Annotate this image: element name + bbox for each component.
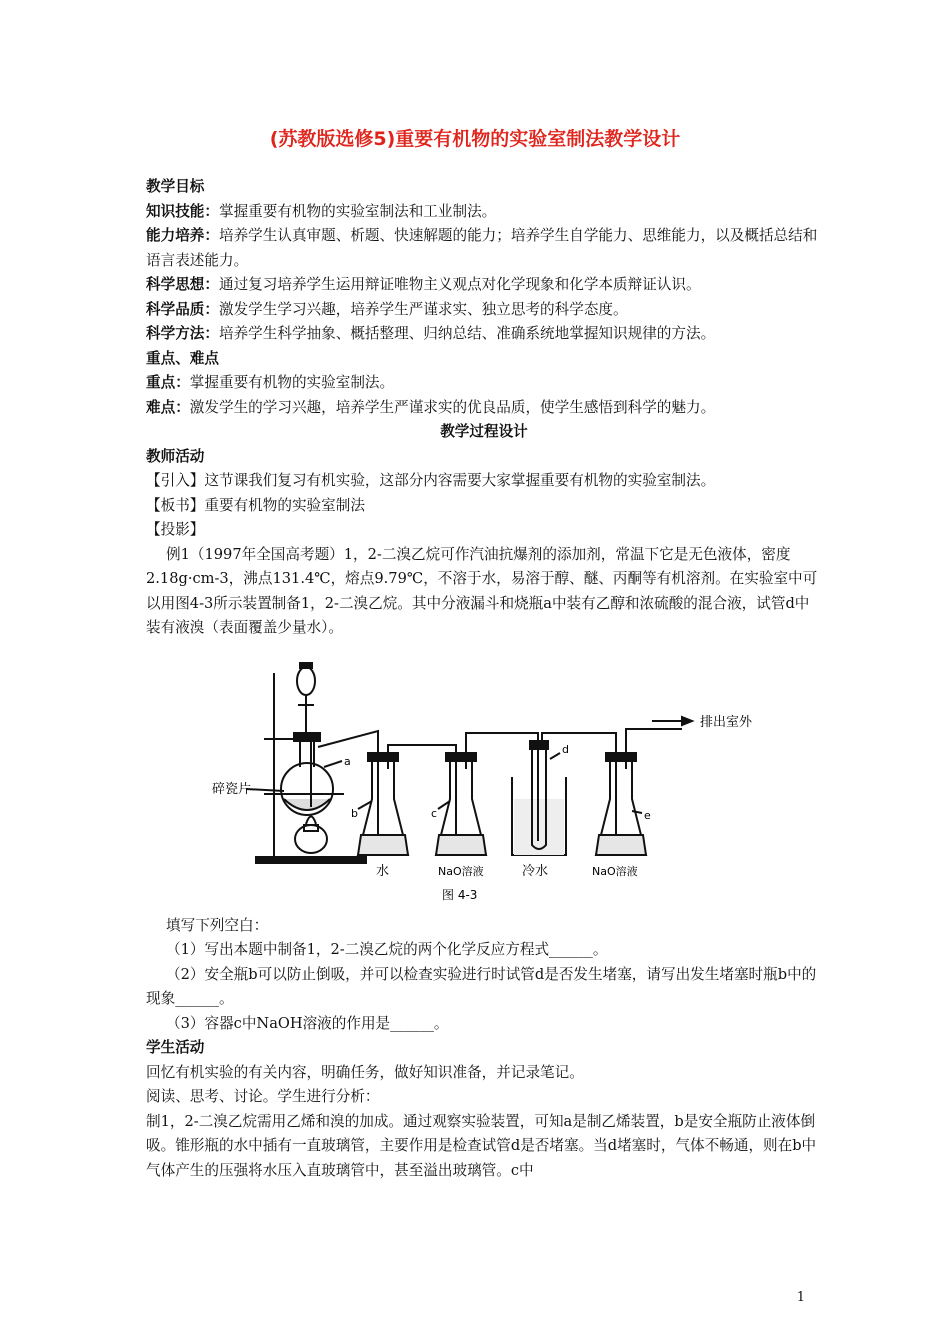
key-heading: 重点、难点 <box>146 349 219 367</box>
goal-knowledge: 知识技能：掌握重要有机物的实验室制法和工业制法。 <box>146 202 497 220</box>
goal-ability: 能力培养：培养学生认真审题、析题、快速解题的能力；培养学生自学能力、思维能力，以及概括总结和语言表述能力。 <box>146 227 818 269</box>
teacher-heading: 教师活动 <box>146 447 205 465</box>
student-text-1: 回忆有机实验的有关内容，明确任务，做好知识准备，并记录笔记。 <box>146 1063 584 1081</box>
document-title: (苏教版选修5)重要有机物的实验室制法教学设计 <box>269 128 681 150</box>
label-water: 水 <box>376 863 390 879</box>
document-body <box>146 175 822 1183</box>
goals-heading: 教学目标 <box>146 178 205 195</box>
apparatus-figure <box>146 649 822 914</box>
label-d: d <box>562 742 569 756</box>
page-number: 1 <box>796 1290 805 1305</box>
label-e: e <box>644 808 651 822</box>
label-naoh-2: NaO溶液 <box>592 864 638 878</box>
projection-text: 【投影】 <box>146 521 205 538</box>
intro-text: 【引入】这节课我们复习有机实验，这部分内容需要大家掌握重要有机物的实验室制法。 <box>146 472 716 489</box>
goal-thinking: 科学思想：通过复习培养学生运用辩证唯物主义观点对化学现象和化学本质辩证认识。 <box>146 276 701 293</box>
student-heading: 学生活动 <box>146 1039 205 1056</box>
question-1: （1）写出本题中制备1，2-二溴乙烷的两个化学反应方程式______。 <box>166 941 608 958</box>
goal-quality: 科学品质：激发学生学习兴趣，培养学生严谨求实、独立思考的科学态度。 <box>146 300 628 318</box>
key-point: 重点：掌握重要有机物的实验室制法。 <box>146 374 395 391</box>
label-b: b <box>351 806 358 820</box>
label-naoh-1: NaO溶液 <box>438 864 484 878</box>
student-text-3: 制1，2-二溴乙烷需用乙烯和溴的加成。通过观察实验装置，可知a是制乙烯装置，b是安全瓶防止液体倒吸。锥形瓶的水中插有一直玻璃管，主要作用是检查试管d是否堵塞。当d堵塞时，气体不畅通，则在b中气体产生的压强将水压入直玻璃管中，甚至溢出玻璃管。c中 <box>146 1112 817 1179</box>
label-exhaust: 排出室外 <box>700 714 753 730</box>
label-a: a <box>344 754 351 768</box>
label-c: c <box>431 806 438 820</box>
figure-caption: 图 4-3 <box>442 887 478 902</box>
label-cold-water: 冷水 <box>522 863 549 879</box>
difficult-point: 难点：激发学生的学习兴趣，培养学生严谨求实的优良品质，使学生感悟到科学的魅力。 <box>146 398 716 416</box>
label-porcelain: 碎瓷片 <box>212 781 252 797</box>
question-3: （3）容器c中NaOH溶液的作用是______。 <box>166 1014 449 1032</box>
board-text: 【板书】重要有机物的实验室制法 <box>146 496 365 514</box>
goal-method: 科学方法：培养学生科学抽象、概括整理、归纳总结、准确系统地掌握知识规律的方法。 <box>146 325 716 342</box>
question-2: （2）安全瓶b可以防止倒吸，并可以检查实验进行时试管d是否发生堵塞，请写出发生堵塞时瓶b中的现象______。 <box>146 965 817 1007</box>
example-text: 例1（1997年全国高考题）1，2-二溴乙烷可作汽油抗爆剂的添加剂，常温下它是无色液体，密度2.18g·cm-3，沸点131.4℃，熔点9.79℃，不溶于水，易溶于醇、醚、丙酮等有机溶剂。在实验室中可以用图4-3所示装置制备1，2-二溴乙烷。其中分液漏斗和烧瓶a中装有乙醇和浓硫酸的混合液，试管d中装有液溴（表面覆盖少量水）。 <box>146 545 818 636</box>
student-text-2: 阅读、思考、讨论。学生进行分析： <box>146 1088 380 1105</box>
fill-intro: 填写下列空白： <box>166 916 269 934</box>
process-heading: 教学过程设计 <box>440 423 528 440</box>
apparatus-diagram <box>146 649 822 914</box>
